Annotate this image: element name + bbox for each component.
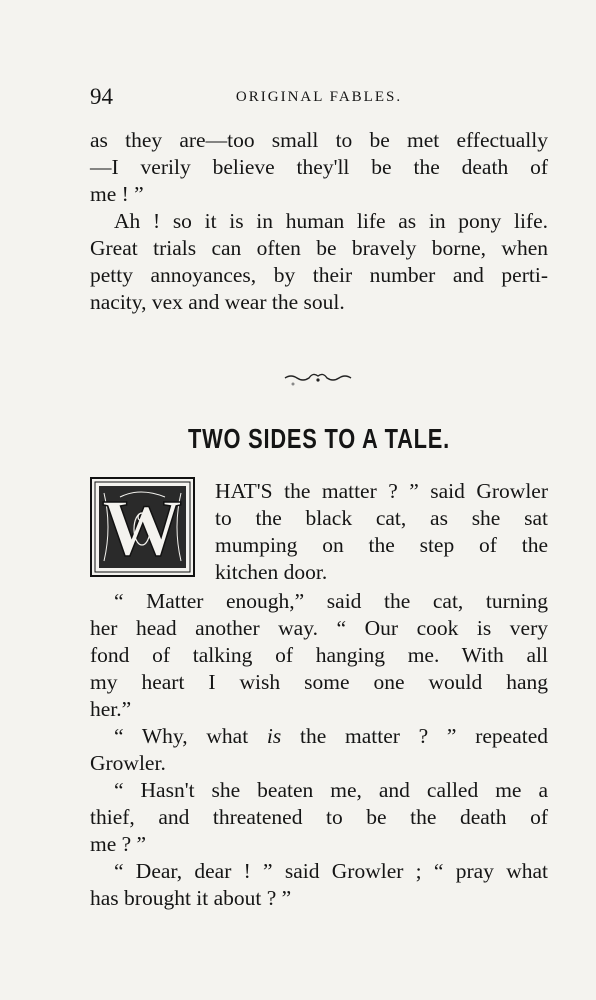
paragraph-continued (90, 127, 548, 208)
paragraph-growler-dear (90, 858, 548, 912)
text-line: my heart I wish some one would hang (90, 670, 548, 694)
text-line: thief, and threatened to be the death of (90, 805, 548, 829)
text-line (90, 723, 548, 750)
fable-title: TWO SIDES TO A TALE. (188, 423, 450, 454)
text-line: —I verily believe they'll be the death of (90, 155, 548, 179)
text-line: her.” (90, 697, 132, 721)
first-paragraph (215, 478, 548, 586)
text-line: “ Dear, dear ! ” said Growler ; “ pray what (114, 859, 548, 883)
running-head (90, 84, 548, 112)
running-title: ORIGINAL FABLES. (235, 89, 403, 105)
text-line: Growler. (90, 751, 166, 775)
page-number: 94 (90, 84, 113, 109)
text-line: petty annoyances, by their number and perti- (90, 263, 548, 287)
text-run: “ Why, what (114, 724, 267, 748)
text-line (215, 478, 548, 505)
moral-paragraph (90, 208, 548, 316)
text-line: “ Matter enough,” said the cat, turning (114, 589, 548, 613)
opening-smallcaps: HAT'S (215, 479, 273, 503)
text-line: me ! ” (90, 182, 144, 206)
text-line: Great trials can often be bravely borne, when (90, 236, 548, 260)
text-line: nacity, vex and wear the soul. (90, 290, 345, 314)
text-line: mumping on the step of the (215, 533, 548, 557)
paragraph-cat-reply (90, 588, 548, 723)
paragraph-growler-asks (90, 723, 548, 777)
text-line: Ah ! so it is in human life as in pony life. (114, 209, 548, 233)
text-line: “ Hasn't she beaten me, and called me a (114, 778, 548, 802)
italic-word: is (266, 724, 282, 748)
text-line: to the black cat, as she sat (215, 506, 548, 530)
text-run: the matter ? ” said Growler (272, 479, 548, 503)
text-line: her head another way. “ Our cook is very (90, 616, 548, 640)
text-line: me ? ” (90, 832, 147, 856)
drop-cap-w-icon (90, 477, 195, 577)
drop-cap-letter: W (102, 485, 182, 573)
text-line: fond of talking of hanging me. With all (90, 643, 548, 667)
paragraph-cat-complains (90, 777, 548, 858)
text-line: as they are—too small to be met effectually (90, 128, 548, 152)
text-line: has brought it about ? ” (90, 886, 292, 910)
ornament-flourish-icon (283, 366, 353, 390)
text-line: kitchen door. (215, 560, 328, 584)
text-run: the matter ? ” repeated (281, 724, 548, 748)
